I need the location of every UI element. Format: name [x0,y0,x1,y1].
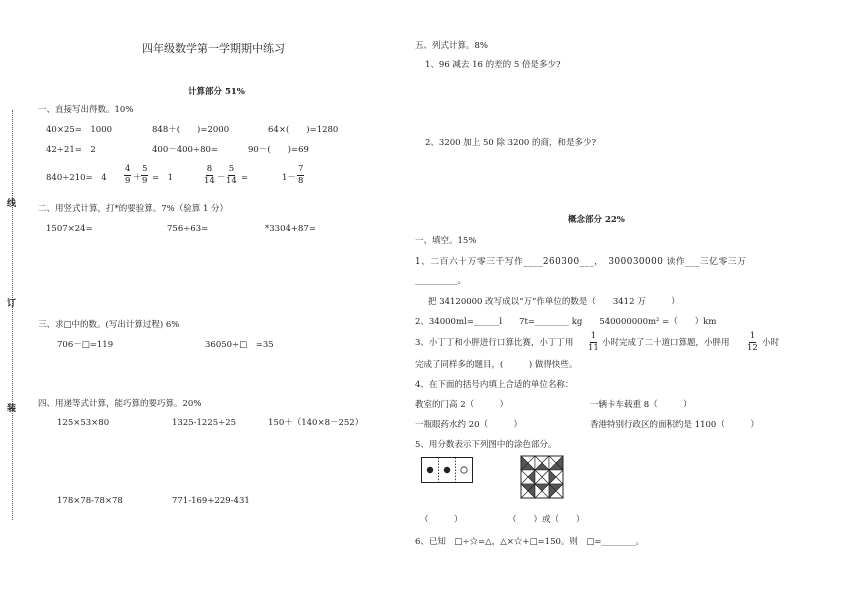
fraction-7-8: $\frac{7}{8}$ [298,164,304,186]
q3-line-a: 3、小丁丁和小胖进行口算比赛，小丁丁用 [415,338,574,348]
s4-heading: 四、用递等式计算，能巧算的要巧算。20% [38,399,202,409]
filled-dot [444,467,450,473]
calc-section-title: 计算部分 51% [188,87,245,97]
fraction-5-9: $\frac{5}{9}$ [142,164,148,186]
s3-item: 706－□=119 [57,340,114,350]
q4-item: 香港特别行政区的面积约是 1100（ ） [590,420,759,430]
s1-item: 400－400÷80= [152,145,219,155]
s1-item: 840÷210= 4 [46,173,107,183]
q3-line-d: 完成了同样多的题目，( ) 做得快些。 [415,360,578,370]
s2-item: 1507×24= [46,224,93,234]
q6-line: 6、已知 □÷☆=△，△×☆+□=150。则 □=________。 [415,537,645,547]
empty-dot [461,467,467,473]
q4-item: 一瓶眼药水约 20（ ） [415,420,523,430]
q4-heading: 4、在下面的括号内填上合适的单位名称： [415,380,574,390]
q5-answer-1: （ ） [420,515,463,525]
minus-sign: － [217,173,226,183]
binding-label-staple: 订 [7,299,17,309]
s2-heading: 二、用竖式计算，打*的要验算。7%（验算 1 分） [38,204,229,214]
s3-heading: 三、求□中的数。(写出计算过程) 6% [38,320,180,330]
s4-item: 1325-1225÷25 [172,418,237,428]
q1-line-c: 把 34120000 改写成以“万”作单位的数是（ 3412 万 ） [428,297,680,307]
equals-sign: = [241,173,249,183]
q3-line-c: 小时 [762,338,780,348]
fill-heading: 一、填空。15% [415,236,477,246]
s2-item: 756÷63= [167,224,209,234]
s1-item: 42÷21= 2 [46,145,96,155]
fraction-8-14: $\frac{8}{14}$ [204,164,215,186]
s5-question-1: 1、96 减去 16 的差的 5 倍是多少? [425,60,561,70]
q4-item: 教室的门高 2（ ） [415,400,509,410]
s5-heading: 五、列式计算。8% [415,41,488,51]
s1-item: 64×( )=1280 [268,125,339,135]
s4-item: 178×78-78×78 [57,496,123,506]
s1-heading: 一、直接写出得数。10% [38,105,134,115]
s4-item: 125×53×80 [57,418,110,428]
s2-item: *3304+87= [265,224,316,234]
filled-dot [427,467,433,473]
page-title: 四年级数学第一学期期中练习 [142,42,285,55]
q1-line-a: 1、二百六十万零三千写作____260300___， 300030000 读作___三亿零三万 [415,257,747,267]
s4-item: 771-169+229-431 [172,496,250,506]
binding-label-bind: 装 [7,404,17,414]
fraction-1-12: $\frac{1}{12}$ [747,331,758,353]
q3-line-b: 小时完成了二十道口算题，小胖用 [602,338,730,348]
q5-answer-2: （ ）或（ ） [508,515,585,525]
s5-question-2: 2、3200 加上 50 除 3200 的商，和是多少? [425,138,597,148]
s1-item: 90－( )=69 [248,145,309,155]
dot-strip-figure [421,457,473,483]
fraction-1-11: $\frac{1}{11}$ [588,331,599,353]
s1-item: 40×25= 1000 [46,125,113,135]
q1-line-b: __________。 [415,276,467,286]
s1-item: 1－ [282,173,296,183]
q4-item: 一辆卡车载重 8（ ） [590,400,692,410]
s4-item: 150＋（140×8－252） [268,418,364,428]
q5-heading: 5、用分数表示下列图中的涂色部分。 [415,440,557,450]
binding-dotted-line [12,110,13,520]
s1-item: 848＋( )=2000 [152,125,230,135]
fraction-5-14: $\frac{5}{14}$ [226,164,237,186]
s1-item: = 1 [152,173,174,183]
shaded-grid-figure [520,455,564,499]
binding-label-line: 线 [7,199,17,209]
s3-item: 36050÷□ =35 [205,340,274,350]
q2-line: 2、34000ml=______l 7t=________ kg 540000000m² =（ ）km [415,317,717,327]
fraction-4-9: $\frac{4}{9}$ [125,164,131,186]
concept-section-title: 概念部分 22% [568,215,625,225]
plus-sign: ＋ [133,173,142,183]
